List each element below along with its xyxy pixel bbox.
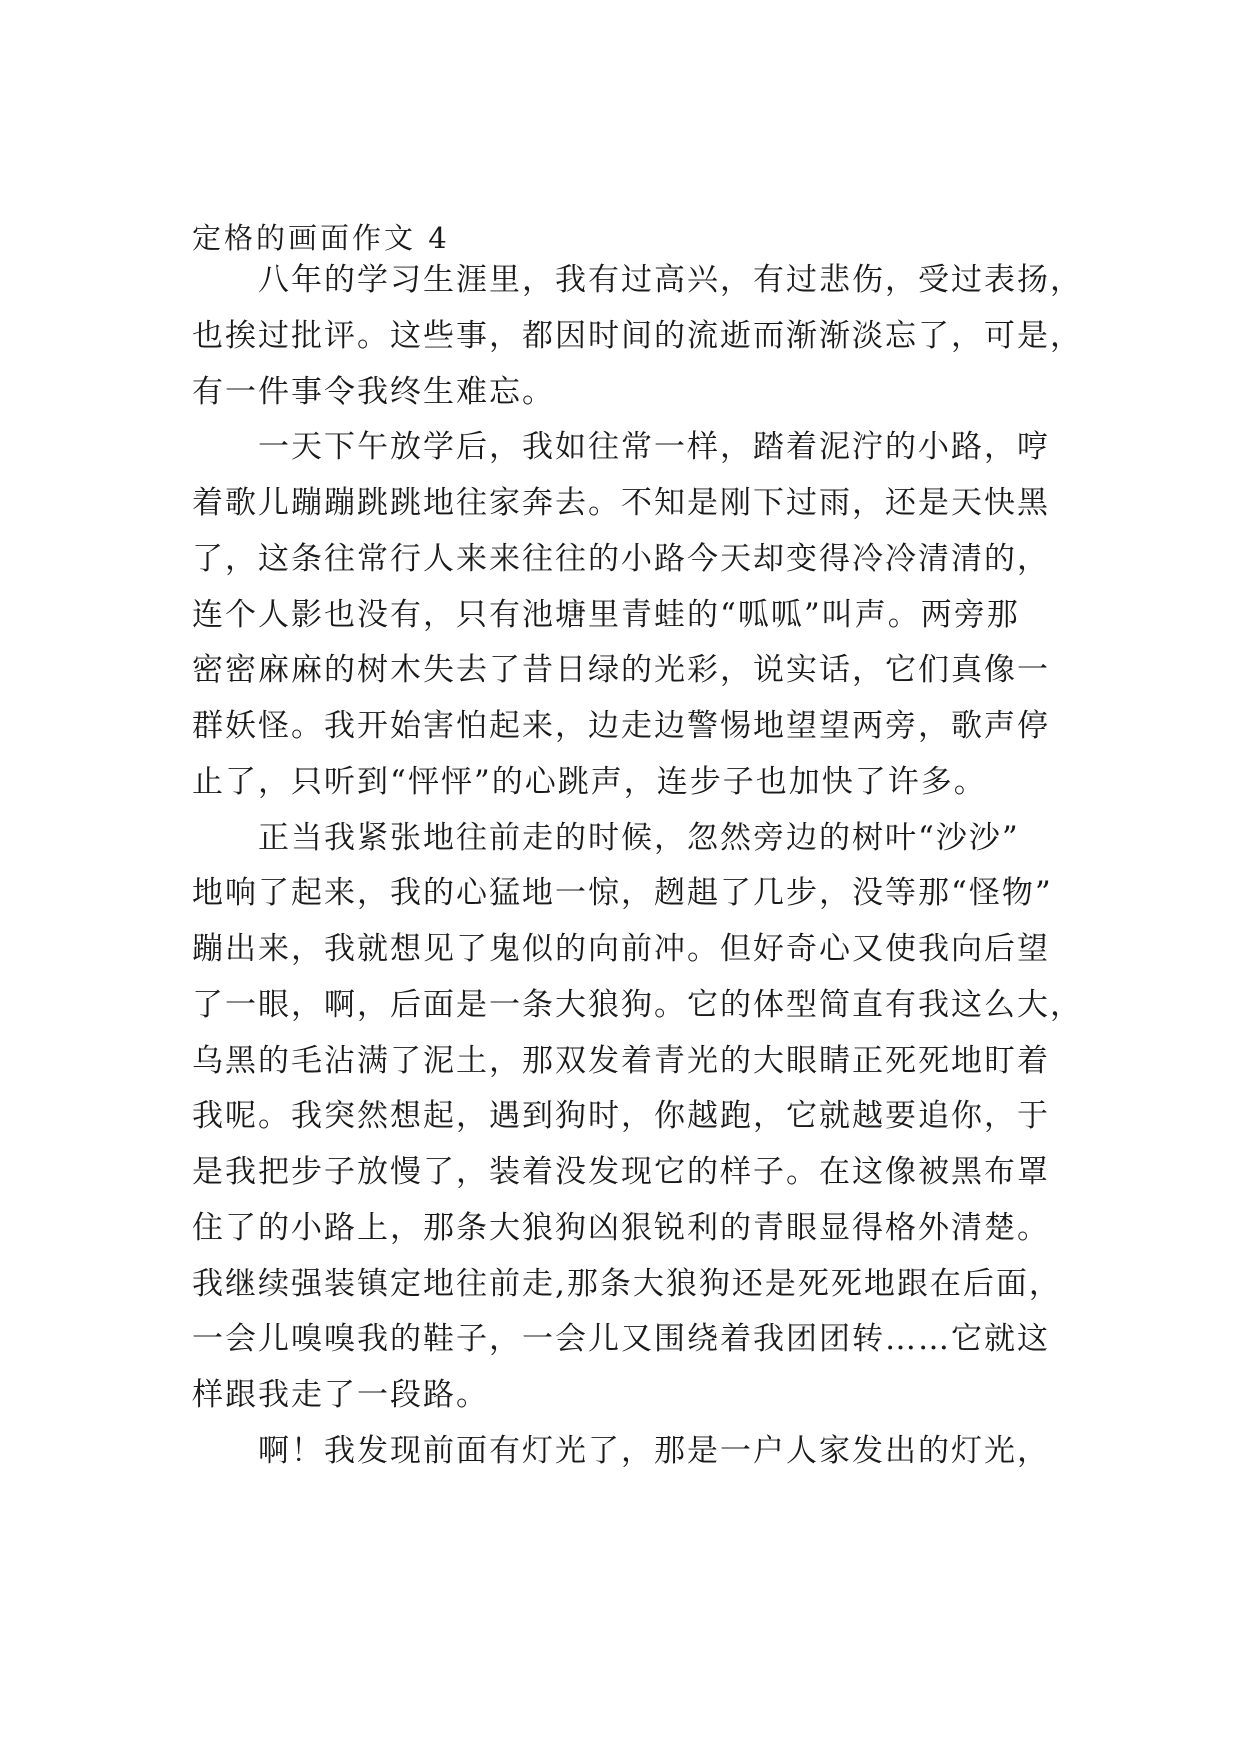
paragraph-3-line-4: 了一眼，啊，后面是一条大狼狗。它的体型简直有我这么大，: [192, 987, 1083, 1023]
paragraph-2-line-2: 着歌儿蹦蹦跳跳地往家奔去。不知是刚下过雨，还是天快黑: [192, 485, 1050, 521]
paragraph-3-line-9: 我继续强装镇定地往前走,那条大狼狗还是死死地跟在后面，: [192, 1266, 1062, 1302]
paragraph-2-line-7: 止了，只听到“怦怦”的心跳声，连步子也加快了许多。: [192, 764, 987, 800]
paragraph-3-line-10: 一会儿嗅嗅我的鞋子，一会儿又围绕着我团团转……它就这: [192, 1321, 1050, 1357]
paragraph-4-line-1: 啊！我发现前面有灯光了，那是一户人家发出的灯光，: [258, 1433, 1050, 1469]
document-title: 定格的画面作文 4: [192, 221, 450, 255]
paragraph-3-line-5: 乌黑的毛沾满了泥土，那双发着青光的大眼睛正死死地盯着: [192, 1043, 1050, 1079]
paragraph-1-line-2: 也挨过批评。这些事，都因时间的流逝而渐渐淡忘了，可是，: [192, 318, 1083, 354]
paragraph-2-line-1: 一天下午放学后，我如往常一样，踏着泥泞的小路，哼: [258, 429, 1050, 465]
paragraph-3-line-3: 蹦出来，我就想见了鬼似的向前冲。但好奇心又使我向后望: [192, 931, 1050, 967]
paragraph-3-line-2: 地响了起来，我的心猛地一惊，趔趄了几步，没等那“怪物”: [192, 875, 1053, 911]
paragraph-2-line-5: 密密麻麻的树木失去了昔日绿的光彩，说实话，它们真像一: [192, 652, 1050, 688]
paragraph-3-line-11: 样跟我走了一段路。: [192, 1377, 489, 1413]
paragraph-3-line-8: 住了的小路上，那条大狼狗凶狠锐利的青眼显得格外清楚。: [192, 1210, 1050, 1246]
paragraph-2-line-4: 连个人影也没有，只有池塘里青蛙的“呱呱”叫声。两旁那: [192, 597, 1020, 633]
paragraph-3-line-1: 正当我紧张地往前走的时候，忽然旁边的树叶“沙沙”: [258, 820, 1020, 856]
paragraph-1-line-3: 有一件事令我终生难忘。: [192, 374, 555, 410]
paragraph-2-line-6: 群妖怪。我开始害怕起来，边走边警惕地望望两旁，歌声停: [192, 708, 1050, 744]
paragraph-2-line-3: 了，这条往常行人来来往往的小路今天却变得冷冷清清的，: [192, 541, 1050, 577]
paragraph-3-line-6: 我呢。我突然想起，遇到狗时，你越跑，它就越要追你，于: [192, 1098, 1050, 1134]
paragraph-3-line-7: 是我把步子放慢了，装着没发现它的样子。在这像被黑布罩: [192, 1154, 1050, 1190]
paragraph-1-line-1: 八年的学习生涯里，我有过高兴，有过悲伤，受过表扬，: [258, 262, 1083, 298]
